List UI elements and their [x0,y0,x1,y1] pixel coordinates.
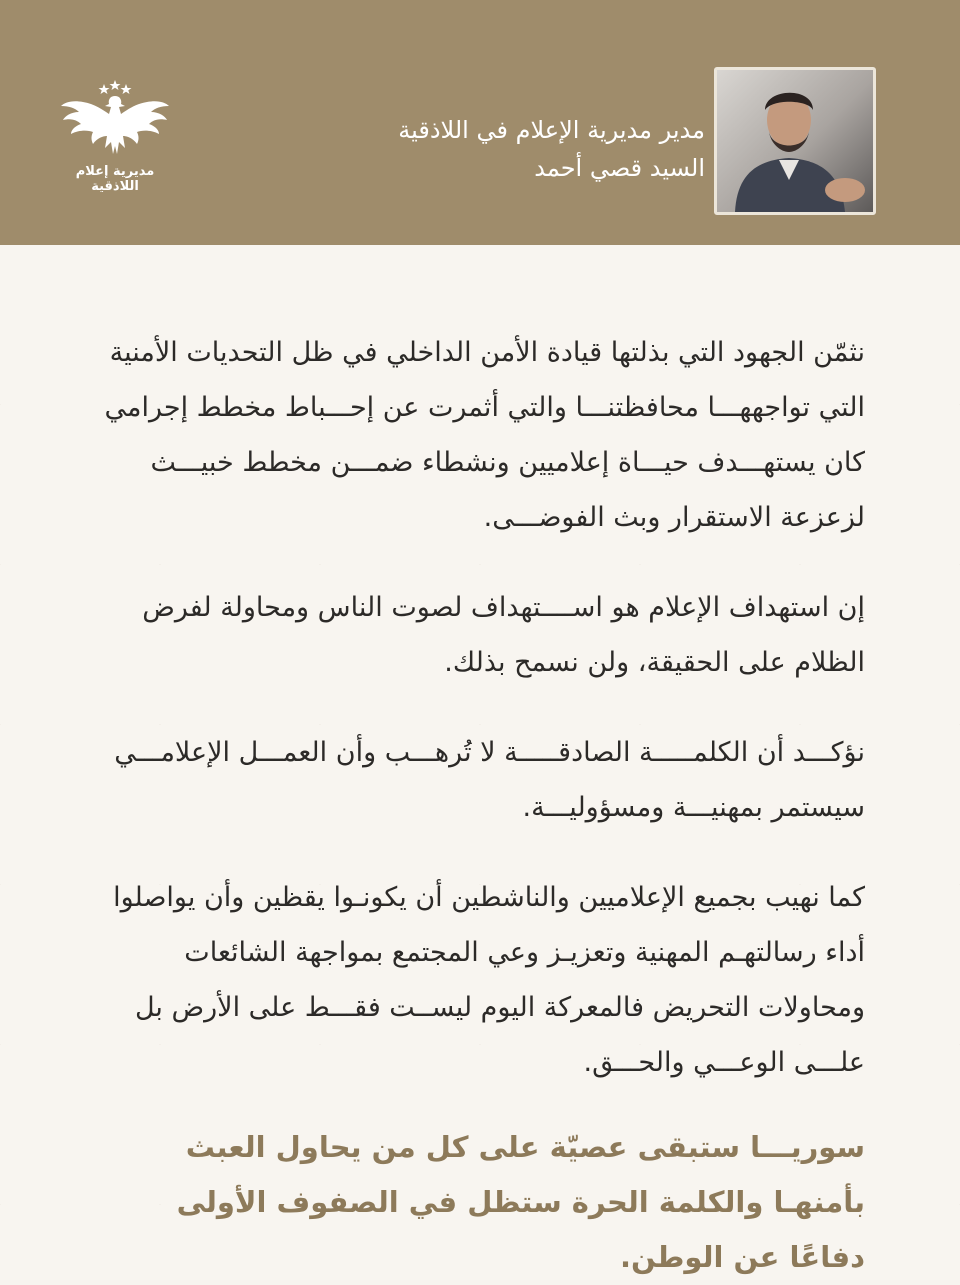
header-text [285,112,705,188]
statement-paragraph-2: إن استهداف الإعلام هو اســــتهداف لصوت الناس ومحاولة لفرض الظلام على الحقيقة، ولن نسمح بذلك. [142,592,865,678]
closing-statement: سوريـــا ستبقى عصيّة على كل من يحاول العبث بأمنهـا والكلمة الحرة ستظل في الصفوف الأولى دفاعًا عن الوطن. [176,1130,865,1274]
header-banner [0,0,960,245]
eagle-logo-icon [59,80,171,160]
logo [50,80,180,200]
statement-paragraph-3: نؤكـــد أن الكلمـــــة الصادقـــــة لا تُرهـــب وأن العمـــل الإعلامـــي سيستمر بمهنيـــة ومسؤوليـــة. [114,737,865,823]
official-name: السيد قصي أحمد [534,154,705,182]
statement-paragraph-4: كما نهيب بجميع الإعلاميين والناشطين أن يكونـوا يقظين وأن يواصلوا أداء رسالتهـم المهنية وتعزيـز وعي المجتمع بمواجهة الشائعات ومحاولات التحريض فالمعركة اليوم ليســت فقـــط على الأرض بل علـــى الوعـــي والحـــق. [113,882,865,1078]
logo-caption: مديرية إعلام اللاذقية [75,164,155,194]
statement-paragraph-1: نثمّن الجهود التي بذلتها قيادة الأمن الداخلي في ظل التحديات الأمنية التي تواجههـــا محافظتنـــا والتي أثمرت عن إحـــباط مخطط إجرامي كان يستهـــدف حيـــاة إعلاميين ونشطاء ضمـــن مخطط خبيـــث لزعزعة الاستقرار وبث الفوضـــى. [104,337,865,533]
official-title: مدير مديرية الإعلام في اللاذقية [398,116,705,144]
person-portrait-icon [717,70,873,212]
official-photo [714,67,876,215]
